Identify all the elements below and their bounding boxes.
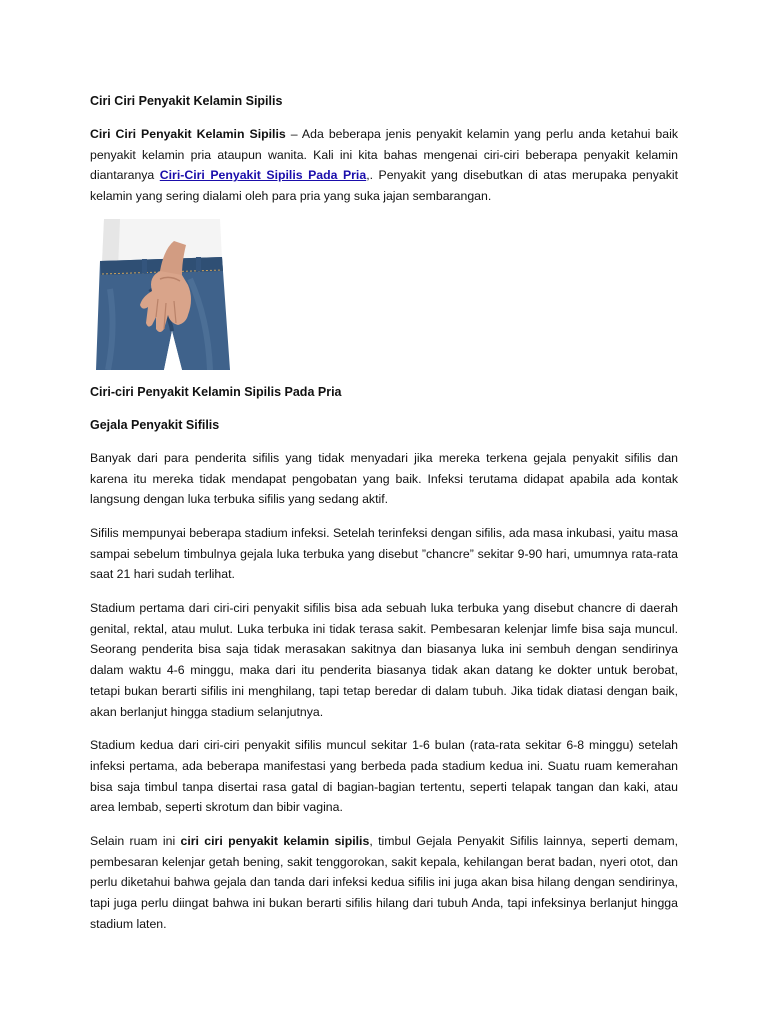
intro-paragraph — [90, 124, 678, 207]
intro-lead-bold: Ciri Ciri Penyakit Kelamin Sipilis — [90, 127, 286, 141]
paragraph-4: Stadium kedua dari ciri-ciri penyakit sifilis muncul sekitar 1-6 bulan (rata-rata sekitar 6-8 minggu) setelah infeksi pertama, ada beberapa manifestasi yang berbeda pada stadium kedua ini. Suatu ruam kemerahan bisa saja timbul tanpa disertai rasa gatal di bagian-bagian tertentu, seperti telapak tangan dan kaki, atau area lembab, seperti skrotum dan bibir vagina. — [90, 738, 678, 815]
document-title: Ciri Ciri Penyakit Kelamin Sipilis — [90, 94, 283, 108]
article-link[interactable]: Ciri-Ciri Penyakit Sipilis Pada Pria — [159, 168, 367, 183]
paragraph-2: Sifilis mempunyai beberapa stadium infeksi. Setelah terinfeksi dengan sifilis, ada masa inkubasi, yaitu masa sampai sebelum timbulnya gejala luka terbuka yang disebut ”chancre” sekitar 9-90 hari, umumnya rata-rata saat 21 hari sudah terlihat. — [90, 525, 678, 582]
section-heading-1: Ciri-ciri Penyakit Kelamin Sipilis Pada Pria — [90, 384, 342, 399]
paragraph-5-bold: ciri ciri penyakit kelamin sipilis — [180, 834, 370, 849]
paragraph-3: Stadium pertama dari ciri-ciri penyakit sifilis bisa ada sebuah luka terbuka yang disebut chancre di daerah genital, rektal, atau mulut. Luka terbuka ini tidak terasa sakit. Pembesaran kelenjar limfe bisa saja muncul. Seorang penderita bisa saja tidak merasakan sakitnya dan biasanya luka ini sembuh dengan sendirinya dalam waktu 4-6 minggu, maka dari itu penderita biasanya tidak akan datang ke dokter untuk berobat, tetapi bukan berarti sifilis ini menghilang, tapi tetap beredar di dalam tubuh. Jika tidak diatasi dengan baik, akan berlanjut hingga stadium selanjutnya. — [90, 601, 678, 719]
paragraph-1: Banyak dari para penderita sifilis yang tidak menyadari jika mereka terkena gejala penyakit sifilis dan karena itu mereka tidak mendapat pengobatan yang baik. Infeksi terutama didapat apabila ada kontak langsung dengan luka terbuka sifilis yang sedang aktif. — [90, 450, 678, 507]
article-photo — [90, 219, 239, 370]
document-body — [90, 91, 678, 935]
section-heading-2: Gejala Penyakit Sifilis — [90, 417, 220, 432]
intro-text-2: ,. Penyakit yang disebutkan di atas merupaka penyakit kelamin yang sering dialami oleh para pria yang suka jajan sembarangan. — [90, 168, 678, 204]
paragraph-5-text-1: Selain ruam ini — [90, 834, 181, 849]
paragraph-5-text-2: , timbul Gejala Penyakit Sifilis lainnya, seperti demam, pembesaran kelenjar getah bening, sakit tenggorokan, sakit kepala, kehilangan berat badan, nyeri otot, dan perlu diketahui bahwa gejala dan tanda dari infeksi kedua sifilis ini juga akan bisa hilang dengan sendirinya, tapi juga perlu diingat bahwa ini bukan berarti sifilis hilang dari tubuh Anda, tapi infeksinya berlanjut hingga stadium laten. — [90, 834, 678, 931]
intro-text-1: – Ada beberapa jenis penyakit kelamin yang perlu anda ketahui baik penyakit kelamin pria ataupun wanita. Kali ini kita bahas mengenai ciri-ciri beberapa penyakit kelamin diantaranya — [90, 127, 678, 183]
paragraph-5 — [90, 831, 678, 935]
